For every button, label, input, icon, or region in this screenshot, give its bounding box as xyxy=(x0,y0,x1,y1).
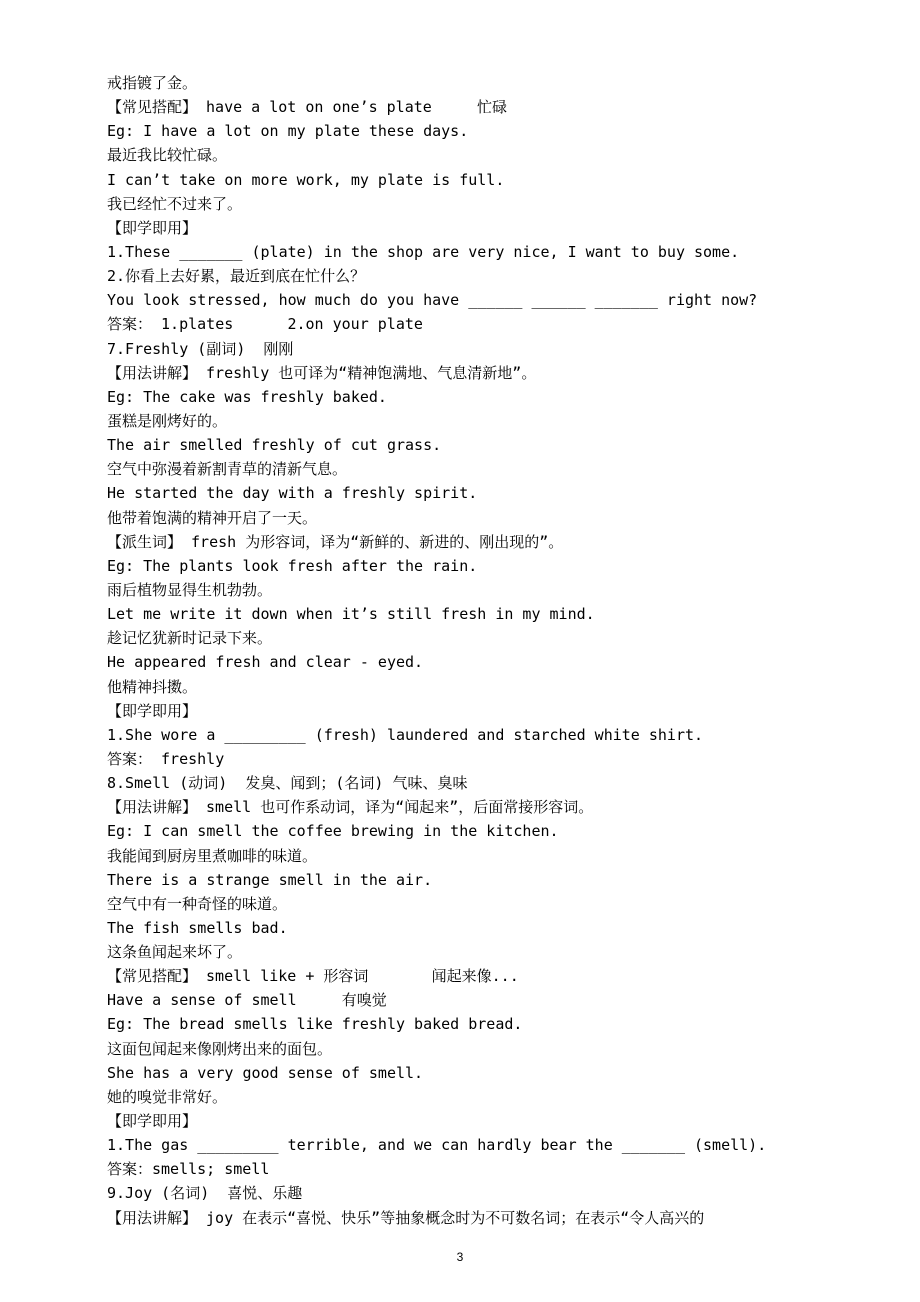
text-line: 答案： freshly xyxy=(107,749,225,768)
text-line: 我能闻到厨房里煮咖啡的味道。 xyxy=(107,846,318,865)
text-line: 1.These _______ (plate) in the shop are very nice, I want to buy some. xyxy=(107,242,740,261)
text-line: 【常见搭配】 smell like + 形容词 闻起来像... xyxy=(107,967,519,986)
text-line: Eg: The bread smells like freshly baked bread. xyxy=(107,1015,523,1034)
text-line: 戒指镀了金。 xyxy=(107,74,198,92)
text-line: He started the day with a freshly spirit. xyxy=(107,484,478,503)
text-line: 雨后植物显得生机勃勃。 xyxy=(107,580,273,599)
text-line: 这面包闻起来像刚烤出来的面包。 xyxy=(107,1039,333,1058)
text-line: 【用法讲解】 joy 在表示“喜悦、快乐”等抽象概念时为不可数名词；在表示“令人高兴的 xyxy=(107,1208,705,1227)
text-line: 我已经忙不过来了。 xyxy=(107,194,243,213)
text-line: 空气中有一种奇怪的味道。 xyxy=(107,894,288,913)
text-line: Eg: I have a lot on my plate these days. xyxy=(107,122,469,141)
text-line: You look stressed, how much do you have ______ ______ _______ right now? xyxy=(107,291,758,310)
text-line: Have a sense of smell 有嗅觉 xyxy=(107,991,387,1010)
text-line: 答案： 1.plates 2.on your plate xyxy=(107,315,423,334)
text-line: 8.Smell (动词) 发臭、闻到；(名词) 气味、臭味 xyxy=(107,774,468,793)
text-line: 他带着饱满的精神开启了一天。 xyxy=(107,508,318,527)
text-line: 2.你看上去好累，最近到底在忙什么？ xyxy=(107,267,366,286)
text-line: She has a very good sense of smell. xyxy=(107,1063,424,1082)
text-line: 【用法讲解】 freshly 也可译为“精神饱满地、气息清新地”。 xyxy=(107,363,537,382)
text-line: 7.Freshly (副词) 刚刚 xyxy=(107,339,294,358)
text-line: 【常见搭配】 have a lot on one’s plate 忙碌 xyxy=(107,98,507,117)
text-line: 1.The gas _________ terrible, and we can hardly bear the _______ (smell). xyxy=(107,1136,767,1155)
text-line: 这条鱼闻起来坏了。 xyxy=(107,943,243,962)
text-line: 【即学即用】 xyxy=(107,1112,198,1131)
text-line: 【派生词】 fresh 为形容词，译为“新鲜的、新进的、刚出现的”。 xyxy=(107,532,564,551)
document-body xyxy=(107,71,877,1230)
text-line: 【用法讲解】 smell 也可作系动词，译为“闻起来”，后面常接形容词。 xyxy=(107,798,594,817)
page-number: 3 xyxy=(456,1250,464,1264)
text-line: Eg: The cake was freshly baked. xyxy=(107,387,387,406)
text-line: 她的嗅觉非常好。 xyxy=(107,1087,228,1106)
text-line: He appeared fresh and clear - eyed. xyxy=(107,653,424,672)
text-line: Eg: I can smell the coffee brewing in the kitchen. xyxy=(107,822,559,841)
text-line: There is a strange smell in the air. xyxy=(107,870,433,889)
text-line: 趁记忆犹新时记录下来。 xyxy=(107,629,273,648)
text-line: 最近我比较忙碌。 xyxy=(107,146,228,165)
text-line: 1.She wore a _________ (fresh) laundered and starched white shirt. xyxy=(107,725,704,744)
text-line: 【即学即用】 xyxy=(107,218,198,237)
text-line: The fish smells bad. xyxy=(107,918,288,937)
text-line: 9.Joy (名词) 喜悦、乐趣 xyxy=(107,1184,303,1203)
text-line: I can’t take on more work, my plate is full. xyxy=(107,170,505,189)
text-line: 他精神抖擞。 xyxy=(107,677,198,696)
text-line: Let me write it down when it’s still fresh in my mind. xyxy=(107,605,595,624)
text-line: 答案：smells; smell xyxy=(107,1160,270,1179)
text-line: 【即学即用】 xyxy=(107,701,198,720)
text-line: The air smelled freshly of cut grass. xyxy=(107,436,442,455)
text-line: 蛋糕是刚烤好的。 xyxy=(107,411,228,430)
text-line: Eg: The plants look fresh after the rain. xyxy=(107,556,478,575)
text-line: 空气中弥漫着新割青草的清新气息。 xyxy=(107,460,348,479)
